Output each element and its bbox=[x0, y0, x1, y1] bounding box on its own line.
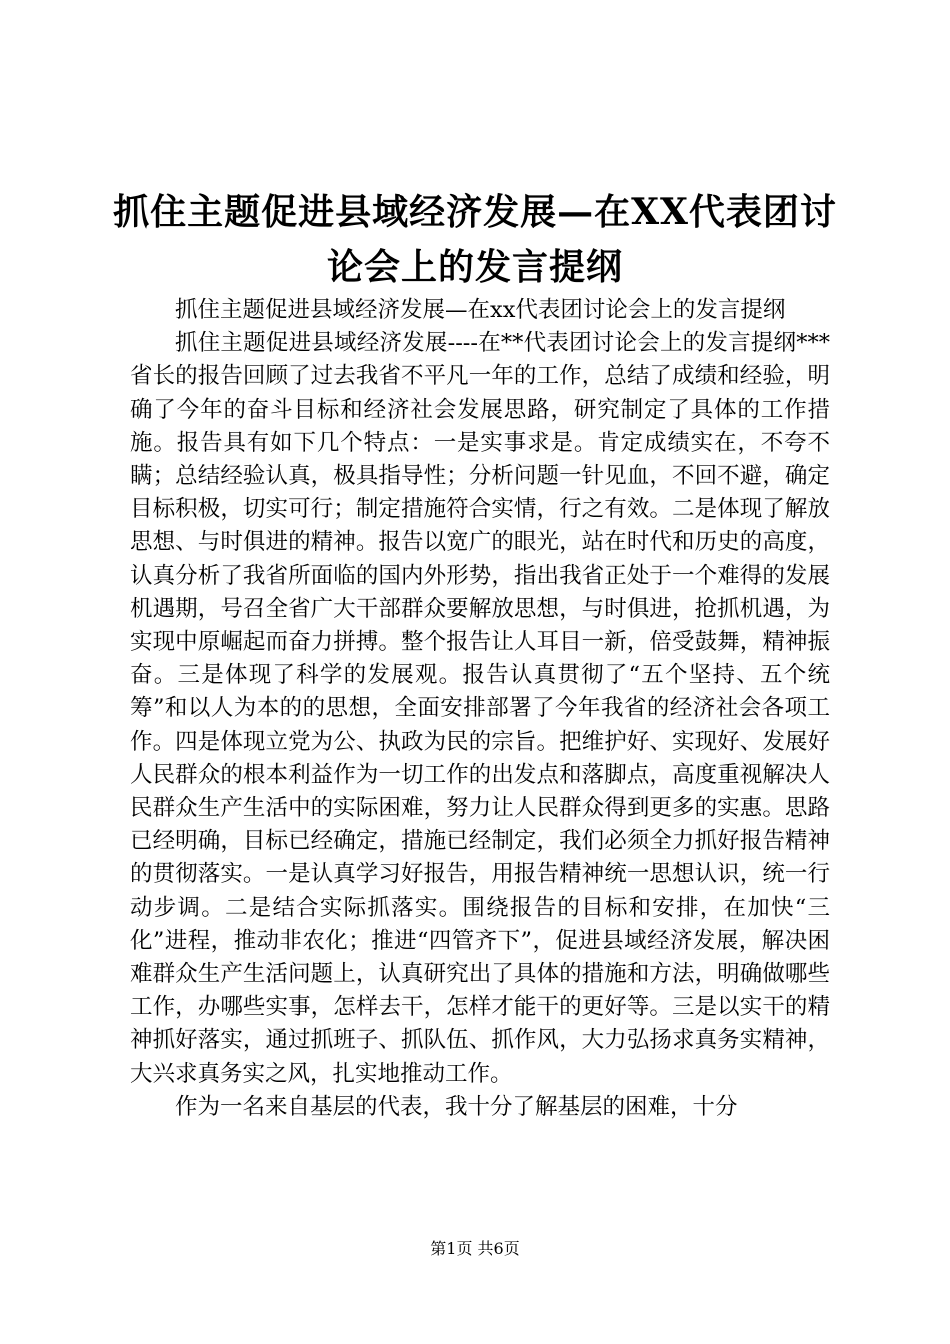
document-body bbox=[130, 294, 830, 1124]
paragraph-intro: 抓住主题促进县域经济发展—在xx代表团讨论会上的发言提纲 bbox=[175, 297, 786, 323]
page-number-footer: 第1页 共6页 bbox=[430, 1239, 520, 1258]
document-title-line1: 抓住主题促进县域经济发展—在XX代表团讨 bbox=[113, 191, 837, 233]
paragraph-main: 抓住主题促进县域经济发展----在**代表团讨论会上的发言提纲***省长的报告回顾了过去我省不平凡一年的工作，总结了成绩和经验，明确了今年的奋斗目标和经济社会发展思路，研究制定了具体的工作措施。报告具有如下几个特点：一是实事求是。肯定成绩实在，不夸不瞒；总结经验认真，极具指导性；分析问题一针见血，不回不避，确定目标积极，切实可行；制定措施符合实情，行之有效。二是体现了解放思想、与时俱进的精神。报告以宽广的眼光，站在时代和历史的高度，认真分析了我省所面临的国内外形势，指出我省正处于一个难得的发展机遇期，号召全省广大干部群众要解放思想，与时俱进，抢抓机遇，为实现中原崛起而奋力拼搏。整个报告让人耳目一新，倍受鼓舞，精神振奋。三是体现了科学的发展观。报告认真贯彻了“五个坚持、五个统筹”和以人为本的的思想，全面安排部署了今年我省的经济社会各项工作。四是体现立党为公、执政为民的宗旨。把维护好、实现好、发展好人民群众的根本利益作为一切工作的出发点和落脚点，高度重视解决人民群众生产生活中的实际困难，努力让人民群众得到更多的实惠。思路已经明确，目标已经确定，措施已经制定，我们必须全力抓好报告精神的贯彻落实。一是认真学习好报告，用报告精神统一思想认识，统一行动步调。二是结合实际抓落实。围绕报告的目标和安排，在加快“三化”进程，推动非农化；推进“四管齐下”，促进县域经济发展，解决困难群众生产生活问题上，认真研究出了具体的措施和方法，明确做哪些工作，办哪些实事，怎样去干，怎样才能干的更好等。三是以实干的精神抓好落实，通过抓班子、抓队伍、抓作风，大力弘扬求真务实精神，大兴求真务实之风，扎实地推动工作。 bbox=[130, 330, 830, 1087]
paragraph-continuation: 作为一名来自基层的代表，我十分了解基层的困难，十分 bbox=[175, 1093, 738, 1120]
document-title-line2: 论会上的发言提纲 bbox=[326, 246, 623, 288]
